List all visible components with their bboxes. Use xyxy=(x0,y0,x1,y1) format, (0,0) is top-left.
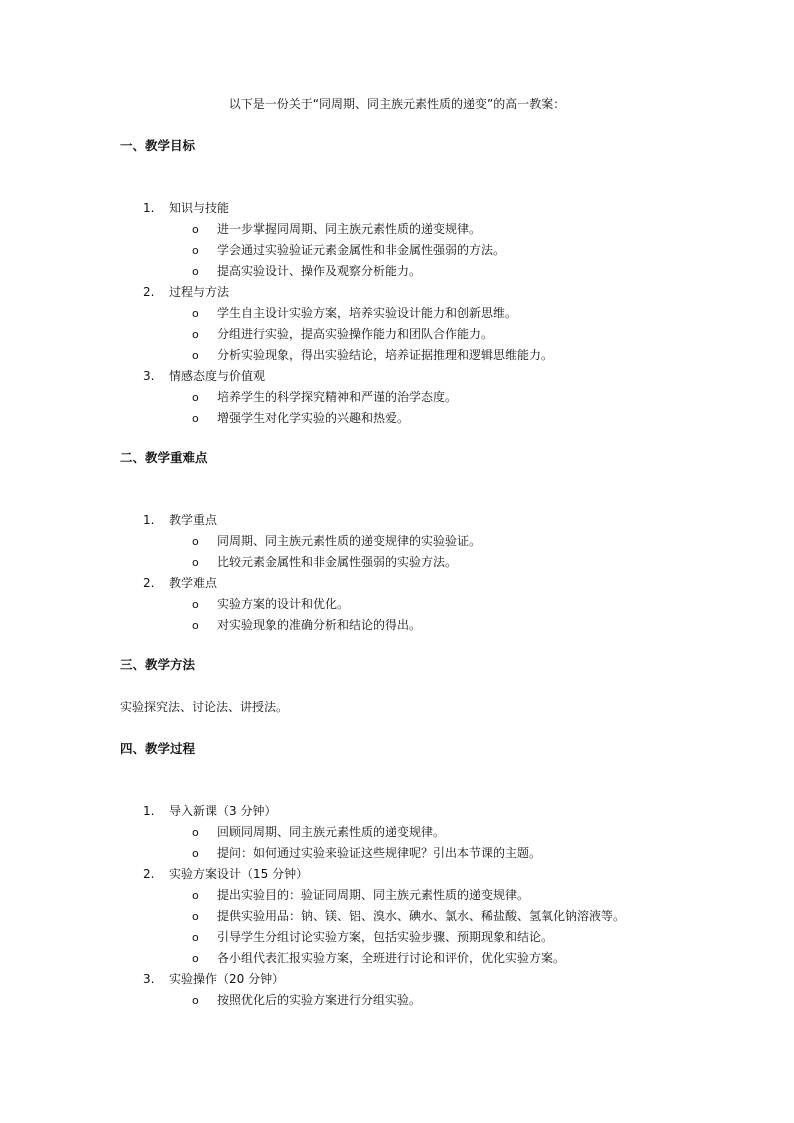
item-label: 实验操作（20 分钟） xyxy=(169,972,285,986)
circle-bullet-icon: o xyxy=(192,349,199,362)
circle-bullet-icon: o xyxy=(192,244,199,257)
item-label: 知识与技能 xyxy=(169,201,230,215)
sub-list-item xyxy=(0,261,700,282)
sub-item-text: 各小组代表汇报实验方案，全班进行讨论和评价，优化实验方案。 xyxy=(217,951,566,965)
item-number: 2. xyxy=(143,576,155,590)
item-number: 2. xyxy=(143,867,155,881)
sub-item-text: 提高实验设计、操作及观察分析能力。 xyxy=(217,264,422,278)
intro-text: 以下是一份关于“同周期、同主族元素性质的递变”的高一教案： xyxy=(228,97,566,111)
keypoints-list xyxy=(0,510,700,636)
process-list xyxy=(0,801,700,1011)
item-number: 2. xyxy=(143,285,155,299)
sub-list xyxy=(0,531,700,573)
item-number: 3. xyxy=(143,972,155,986)
circle-bullet-icon: o xyxy=(192,265,199,278)
sub-list-item xyxy=(0,240,700,261)
sub-list-item xyxy=(0,990,700,1011)
sub-item-text: 分组进行实验，提高实验操作能力和团队合作能力。 xyxy=(217,327,494,341)
sub-item-text: 学生自主设计实验方案，培养实验设计能力和创新思维。 xyxy=(217,306,518,320)
sub-item-text: 培养学生的科学探究精神和严谨的治学态度。 xyxy=(217,390,458,404)
item-label: 情感态度与价值观 xyxy=(169,369,266,383)
list-item xyxy=(0,573,700,636)
sub-list xyxy=(0,219,700,282)
sub-list xyxy=(0,303,700,366)
sub-list-item xyxy=(0,531,700,552)
sub-list xyxy=(0,885,700,969)
item-number: 1. xyxy=(143,804,155,818)
sub-list xyxy=(0,990,700,1011)
circle-bullet-icon: o xyxy=(192,889,199,902)
methods-text: 实验探究法、讨论法、讲授法。 xyxy=(120,700,289,714)
item-number: 3. xyxy=(143,369,155,383)
circle-bullet-icon: o xyxy=(192,931,199,944)
sub-item-text: 提问：如何通过实验来验证这些规律呢？引出本节课的主题。 xyxy=(217,846,542,860)
sub-item-text: 比较元素金属性和非金属性强弱的实验方法。 xyxy=(217,555,458,569)
circle-bullet-icon: o xyxy=(192,598,199,611)
list-item xyxy=(0,198,700,282)
section-heading-goals: 一、教学目标 xyxy=(120,138,196,153)
sub-item-text: 提出实验目的：验证同周期、同主族元素性质的递变规律。 xyxy=(217,888,530,902)
section-heading-keypoints: 二、教学重难点 xyxy=(120,450,208,465)
sub-list-item xyxy=(0,219,700,240)
item-label: 教学难点 xyxy=(169,576,218,590)
circle-bullet-icon: o xyxy=(192,391,199,404)
sub-list-item xyxy=(0,948,700,969)
circle-bullet-icon: o xyxy=(192,826,199,839)
item-number: 1. xyxy=(143,513,155,527)
sub-list xyxy=(0,822,700,864)
list-item xyxy=(0,282,700,366)
sub-item-text: 提供实验用品：钠、镁、铝、溴水、碘水、氯水、稀盐酸、氢氧化钠溶液等。 xyxy=(217,909,626,923)
sub-list-item xyxy=(0,387,700,408)
circle-bullet-icon: o xyxy=(192,223,199,236)
sub-list-item xyxy=(0,906,700,927)
sub-item-text: 引导学生分组讨论实验方案，包括实验步骤、预期现象和结论。 xyxy=(217,930,554,944)
sub-list-item xyxy=(0,885,700,906)
sub-item-text: 增强学生对化学实验的兴趣和热爱。 xyxy=(217,411,410,425)
sub-item-text: 同周期、同主族元素性质的递变规律的实验验证。 xyxy=(217,534,482,548)
section-heading-process: 四、教学过程 xyxy=(120,741,196,756)
sub-item-text: 回顾同周期、同主族元素性质的递变规律。 xyxy=(217,825,446,839)
item-label: 实验方案设计（15 分钟） xyxy=(169,867,309,881)
circle-bullet-icon: o xyxy=(192,952,199,965)
sub-list-item xyxy=(0,408,700,429)
sub-list-item xyxy=(0,552,700,573)
sub-item-text: 进一步掌握同周期、同主族元素性质的递变规律。 xyxy=(217,222,482,236)
sub-list-item xyxy=(0,615,700,636)
circle-bullet-icon: o xyxy=(192,910,199,923)
sub-item-text: 分析实验现象，得出实验结论，培养证据推理和逻辑思维能力。 xyxy=(217,348,554,362)
sub-list-item xyxy=(0,843,700,864)
circle-bullet-icon: o xyxy=(192,994,199,1007)
list-item xyxy=(0,969,700,1011)
item-label: 导入新课（3 分钟） xyxy=(169,804,277,818)
list-item xyxy=(0,510,700,573)
sub-item-text: 按照优化后的实验方案进行分组实验。 xyxy=(217,993,422,1007)
goals-list xyxy=(0,198,700,429)
item-number: 1. xyxy=(143,201,155,215)
sub-list-item xyxy=(0,822,700,843)
sub-item-text: 学会通过实验验证元素金属性和非金属性强弱的方法。 xyxy=(217,243,506,257)
sub-item-text: 实验方案的设计和优化。 xyxy=(217,597,350,611)
circle-bullet-icon: o xyxy=(192,307,199,320)
sub-item-text: 对实验现象的准确分析和结论的得出。 xyxy=(217,618,422,632)
circle-bullet-icon: o xyxy=(192,556,199,569)
circle-bullet-icon: o xyxy=(192,535,199,548)
sub-list-item xyxy=(0,927,700,948)
list-item xyxy=(0,801,700,864)
sub-list-item xyxy=(0,594,700,615)
sub-list-item xyxy=(0,345,700,366)
list-item xyxy=(0,864,700,969)
circle-bullet-icon: o xyxy=(192,328,199,341)
sub-list-item xyxy=(0,324,700,345)
section-heading-methods: 三、教学方法 xyxy=(120,657,196,672)
circle-bullet-icon: o xyxy=(192,412,199,425)
sub-list xyxy=(0,387,700,429)
item-label: 过程与方法 xyxy=(169,285,230,299)
item-label: 教学重点 xyxy=(169,513,218,527)
circle-bullet-icon: o xyxy=(192,847,199,860)
sub-list xyxy=(0,594,700,636)
sub-list-item xyxy=(0,303,700,324)
list-item xyxy=(0,366,700,429)
circle-bullet-icon: o xyxy=(192,619,199,632)
